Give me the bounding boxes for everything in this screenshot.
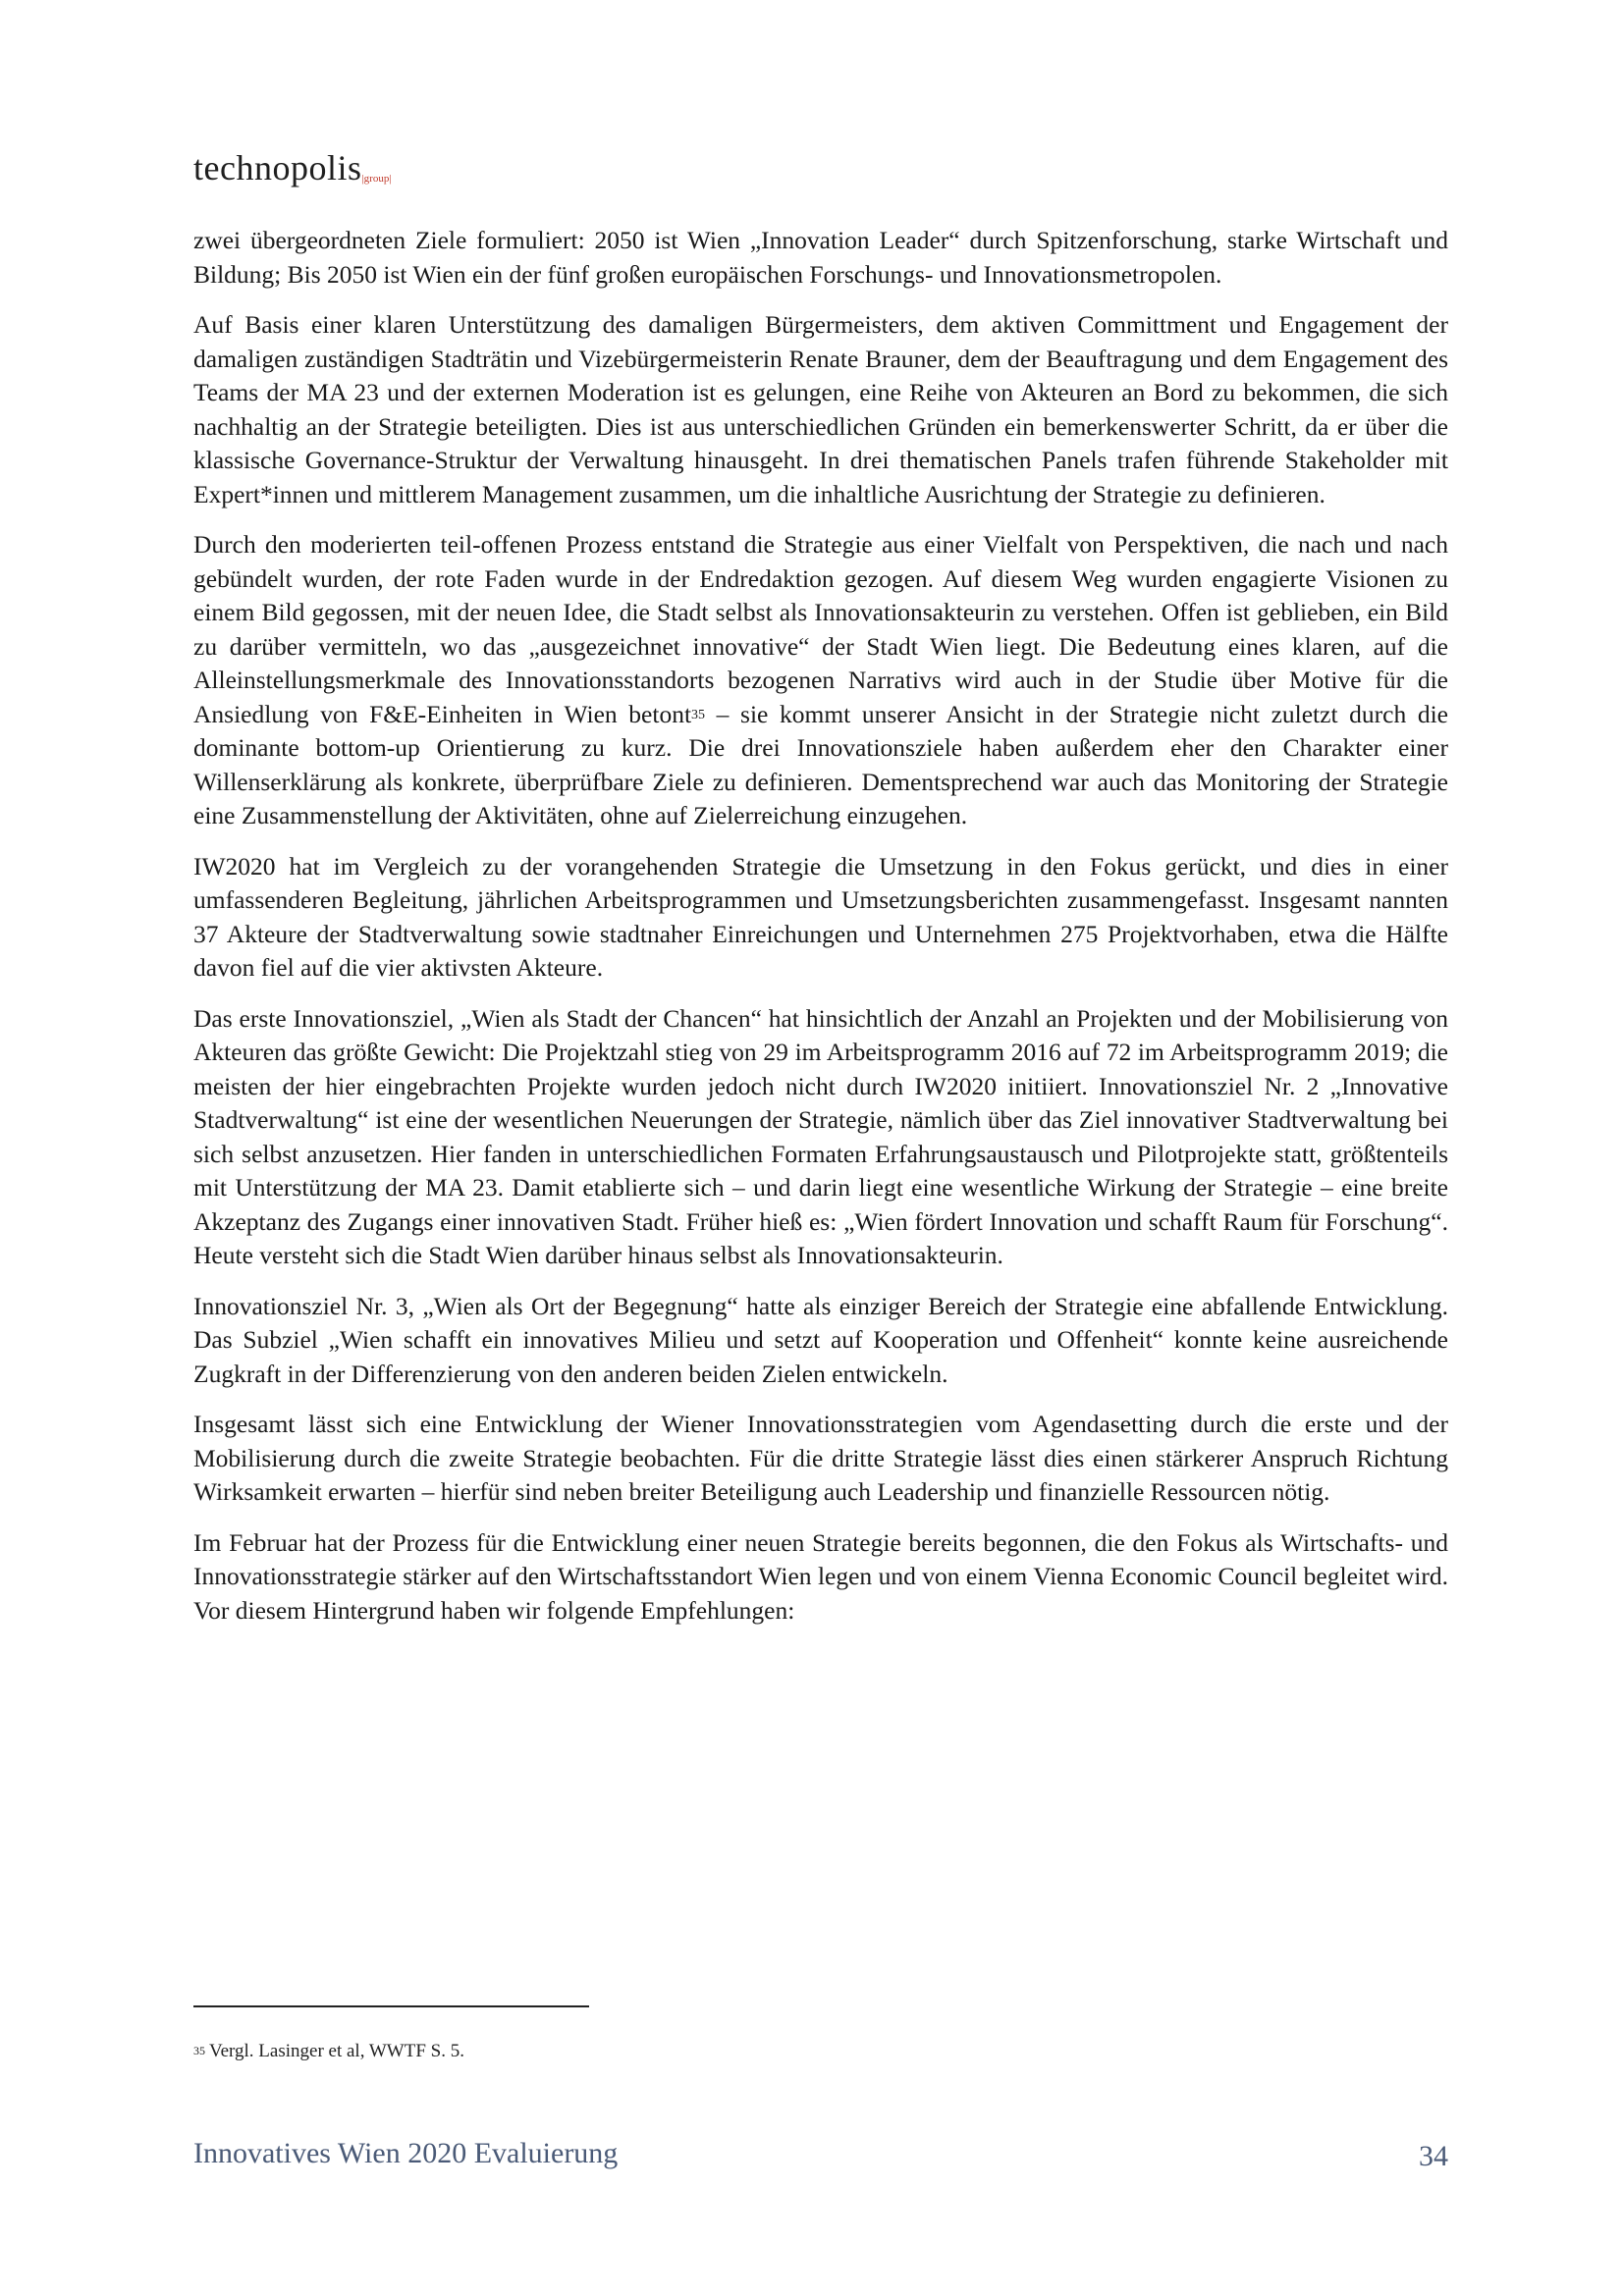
footnote-number: 35 bbox=[193, 2044, 205, 2057]
paragraph-3-text-a: Durch den moderierten teil-offenen Prozess entstand die Strategie aus einer Vielfalt von Perspektiven, die nach und nach gebündelt wurden, der rote Faden wurde in der Endredaktion gezogen. Auf diesem Weg wurden engagierte Visionen zu einem Bild gegossen, mit der neuen Idee, die Stadt selbst als Innovationsakteurin zu verstehen. Offen ist geblieben, ein Bild zu darüber vermitteln, wo das „ausgezeichnet innovative“ der Stadt Wien liegt. Die Bedeutung eines klaren, auf die Alleinstellungsmerkmale des Innovationsstandorts bezogenen Narrativs wird auch in der Studie über Motive für die Ansiedlung von F&E-Einheiten in Wien betont bbox=[193, 530, 1448, 728]
paragraph-3-text-b: – sie kommt unserer Ansicht in der Strategie nicht zuletzt durch die dominante bottom-up Orientierung zu kurz. Die drei Innovationsziele haben außerdem eher den Charakter einer Willenserklärung als konkrete, überprüfbare Ziele zu definieren. Dementsprechend war auch das Monitoring der Strategie eine Zusammenstellung der Aktivitäten, ohne auf Zielerreichung einzugehen. bbox=[193, 699, 1448, 829]
paragraph-1: zwei übergeordneten Ziele formuliert: 2050 ist Wien „Innovation Leader“ durch Spitzenforschung, starke Wirtschaft und Bildung; Bis 2050 ist Wien ein der fünf großen europäischen Forschungs- und Innovationsmetropolen. bbox=[193, 226, 1448, 289]
paragraph-7: Insgesamt lässt sich eine Entwicklung der Wiener Innovationsstrategien vom Agendasetting durch die erste und der Mobilisierung durch die zweite Strategie beobachten. Für die dritte Strategie lässt dies einen stärkerer Anspruch Richtung Wirksamkeit erwarten – hierfür sind neben breiter Beteiligung auch Leadership und finanzielle Ressourcen nötig. bbox=[193, 1410, 1448, 1506]
paragraph-5: Das erste Innovationsziel, „Wien als Stadt der Chancen“ hat hinsichtlich der Anzahl an Projekten und der Mobilisierung von Akteuren das größte Gewicht: Die Projektzahl stieg von 29 im Arbeitsprogramm 2016 auf 72 im Arbeitsprogramm 2019; die meisten der hier eingebrachten Projekte wurden jedoch nicht durch IW2020 initiiert. Innovationsziel Nr. 2 „Innovative Stadtverwaltung“ ist eine der wesentlichen Neuerungen der Strategie, nämlich über das Ziel innovativer Stadtverwaltung bei sich selbst anzusetzen. Hier fanden in unterschiedlichen Formaten Erfahrungsaustausch und Pilotprojekte statt, größtenteils mit Unterstützung der MA 23. Damit etablierte sich – und darin liegt eine wesentliche Wirkung der Strategie – eine breite Akzeptanz des Zugangs einer innovativen Stadt. Früher hieß es: „Wien fördert Innovation und schafft Raum für Forschung“. Heute versteht sich die Stadt Wien darüber hinaus selbst als Innovationsakteurin. bbox=[193, 1003, 1448, 1269]
logo-wordmark: technopolis bbox=[193, 148, 362, 187]
paragraph-3 bbox=[193, 528, 1448, 833]
footnote bbox=[193, 2041, 464, 2062]
footnote-text: Vergl. Lasinger et al, WWTF S. 5. bbox=[209, 2041, 464, 2061]
footnote-divider bbox=[193, 2005, 589, 2007]
paragraph-4: IW2020 hat im Vergleich zu der vorangehenden Strategie die Umsetzung in den Fokus gerückt, und dies in einer umfassenderen Begleitung, jährlichen Arbeitsprogrammen und Umsetzungsberichten zusammengefasst. Insgesamt nannten 37 Akteure der Stadtverwaltung sowie stadtnaher Einreichungen und Unternehmen 275 Projektvorhaben, etwa die Hälfte davon fiel auf die vier aktivsten Akteure. bbox=[193, 851, 1448, 982]
body-text bbox=[193, 224, 1448, 1644]
logo-group-tag: |group| bbox=[361, 173, 392, 185]
paragraph-2: Auf Basis einer klaren Unterstützung des damaligen Bürgermeisters, dem aktiven Committment und Engagement der damaligen zuständigen Stadträtin und Vizebürgermeisterin Renate Brauner, dem der Beauftragung und dem Engagement des Teams der MA 23 und der externen Moderation ist es gelungen, eine Reihe von Akteuren an Bord zu bekommen, die sich nachhaltig an der Strategie beteiligten. Dies ist aus unterschiedlichen Gründen ein bemerkenswerter Schritt, da er über die klassische Governance-Struktur der Verwaltung hinausgeht. In drei thematischen Panels trafen führende Stakeholder mit Expert*innen und mittlerem Management zusammen, um die inhaltliche Ausrichtung der Strategie zu definieren. bbox=[193, 310, 1448, 508]
footer-document-title: Innovatives Wien 2020 Evaluierung bbox=[193, 2137, 619, 2169]
footnote-reference[interactable]: 35 bbox=[691, 707, 706, 722]
paragraph-8: Im Februar hat der Prozess für die Entwicklung einer neuen Strategie bereits begonnen, die den Fokus als Wirtschafts- und Innovationsstrategie stärker auf den Wirtschaftsstandort Wien legen und von einem Vienna Economic Council begleitet wird. Vor diesem Hintergrund haben wir folgende Empfehlungen: bbox=[193, 1527, 1448, 1625]
paragraph-6: Innovationsziel Nr. 3, „Wien als Ort der Begegnung“ hatte als einziger Bereich der Strategie eine abfallende Entwicklung. Das Subziel „Wien schafft ein innovatives Milieu und setzt auf Kooperation und Offenheit“ konnte keine ausreichende Zugkraft in der Differenzierung von den anderen beiden Zielen entwickeln. bbox=[193, 1291, 1448, 1388]
technopolis-logo bbox=[193, 147, 392, 188]
page-number: 34 bbox=[1419, 2140, 1448, 2172]
